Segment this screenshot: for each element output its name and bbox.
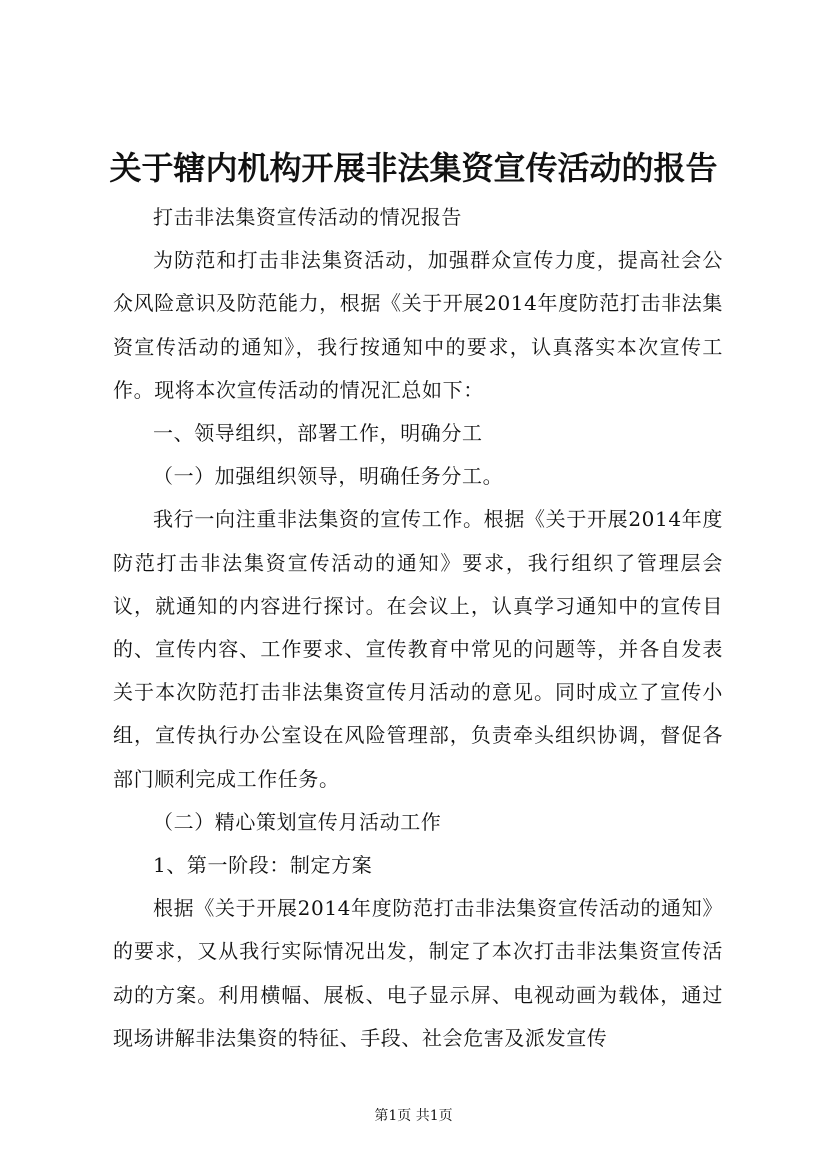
paragraph-organization: 我行一向注重非法集资的宣传工作。根据《关于开展2014年度防范打击非法集资宣传活动的通知》要求，我行组织了管理层会议，就通知的内容进行探讨。在会议上，认真学习通知中的宣传目的、宣传内容、工作要求、宣传教育中常见的问题等，并各自发表关于本次防范打击非法集资宣传月活动的意见。同时成立了宣传小组，宣传执行办公室设在风险管理部，负责牵头组织协调，督促各部门顺利完成工作任务。 [113, 507, 723, 791]
document-title: 关于辖内机构开展非法集资宣传活动的报告 [109, 149, 718, 187]
heading-stage-1: 1、第一阶段：制定方案 [153, 853, 373, 878]
heading-subsection-1: （一）加强组织领导，明确任务分工。 [153, 464, 504, 489]
heading-section-1: 一、领导组织，部署工作，明确分工 [153, 421, 483, 446]
document-body [113, 196, 723, 1060]
heading-subsection-2: （二）精心策划宣传月活动工作 [153, 809, 442, 834]
paragraph-intro: 为防范和打击非法集资活动，加强群众宣传力度，提高社会公众风险意识及防范能力，根据《关于开展2014年度防范打击非法集资宣传活动的通知》，我行按通知中的要求，认真落实本次宣传工作。现将本次宣传活动的情况汇总如下： [113, 248, 723, 402]
paragraph-plan: 根据《关于开展2014年度防范打击非法集资宣传活动的通知》的要求，又从我行实际情况出发，制定了本次打击非法集资宣传活动的方案。利用横幅、展板、电子显示屏、电视动画为载体，通过现场讲解非法集资的特征、手段、社会危害及派发宣传 [113, 896, 723, 1050]
paragraph-report-subtitle: 打击非法集资宣传活动的情况报告 [153, 205, 462, 229]
page-footer: 第1页 共1页 [374, 1108, 453, 1124]
